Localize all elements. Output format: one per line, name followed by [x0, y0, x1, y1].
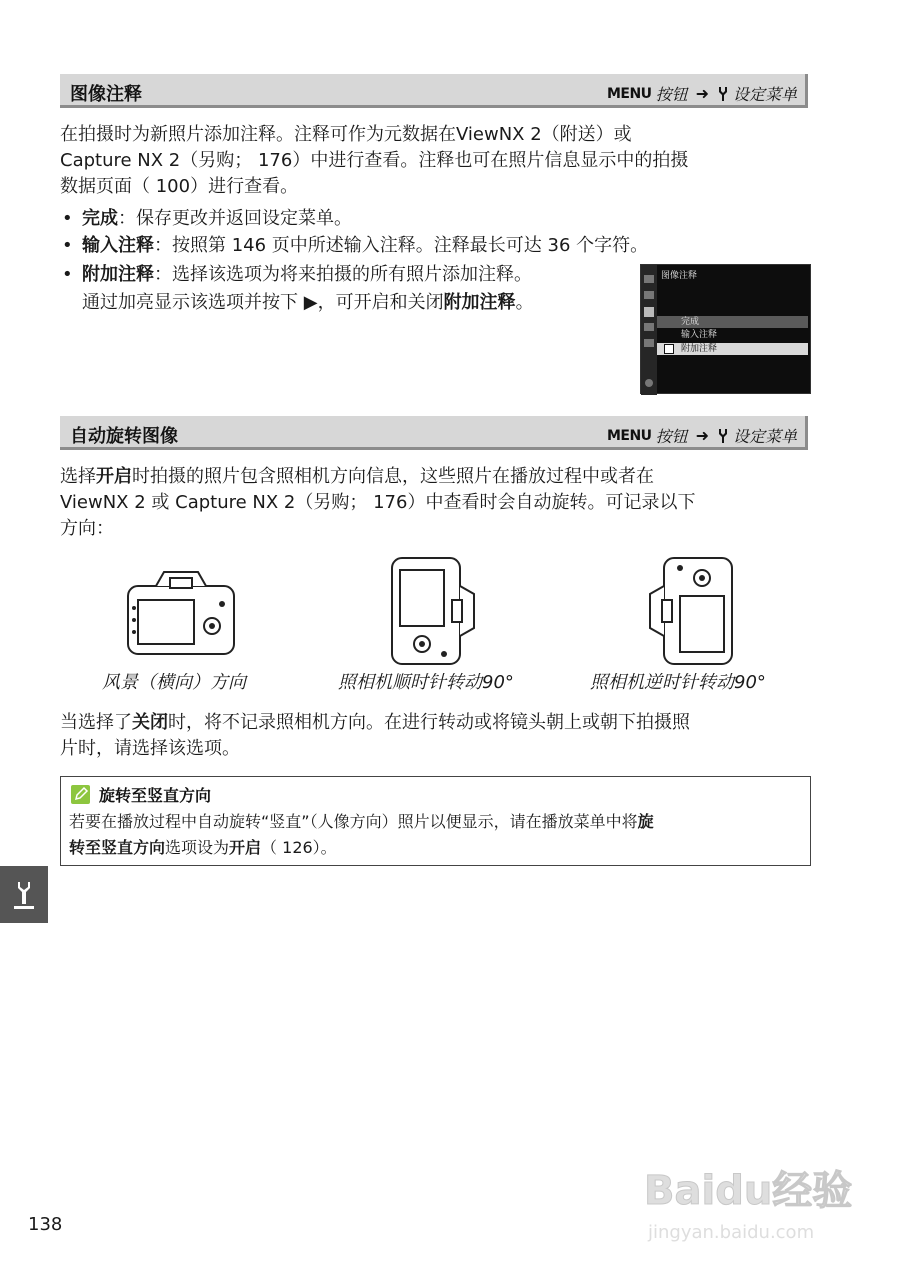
- section-header-auto-rotate: [60, 416, 808, 450]
- wrench-icon: [0, 866, 48, 923]
- setup-menu-side-tab: [0, 866, 48, 923]
- bullet-term: 附加注释: [82, 264, 154, 285]
- arrow-icon: ➜: [695, 84, 709, 103]
- off-paragraph: 当选择了关闭时，将不记录照相机方向。在进行转动或将镜头朝上或朝下拍摄照 片时，请选择该选项。: [60, 710, 812, 762]
- bullet-desc: ：保存更改并返回设定菜单。: [118, 208, 352, 229]
- bullet-desc: ：按照第 146 页中所述输入注释。注释最长可达 36 个字符。: [154, 235, 649, 256]
- bullet-term: 输入注释: [82, 235, 154, 256]
- note-body: 若要在播放过程中自动旋转“竖直”（人像方向）照片以便显示，请在播放菜单中将旋 转至竖直方向选项设为开启（ 126）。: [69, 812, 654, 857]
- watermark-brand: Baidu经验: [644, 1168, 853, 1214]
- caption-clockwise: 照相机顺时针转动90°: [338, 672, 514, 693]
- intro-line: Capture NX 2（另购； 176）中进行查看。注释也可在照片信息显示中的拍摄: [60, 150, 689, 171]
- camera-menu-screenshot: [640, 264, 811, 394]
- intro-paragraph: [60, 122, 812, 200]
- pencil-note-icon: [71, 785, 90, 804]
- menu-word: MENU: [606, 427, 652, 444]
- checkbox-icon: [664, 344, 674, 354]
- camera-menu-item-selected: 附加注释: [657, 343, 808, 355]
- camera-menu-item: 输入注释: [681, 330, 718, 340]
- caption-landscape: 风景（横向）方向: [102, 672, 246, 693]
- off-line: 片时，请选择该选项。: [60, 738, 240, 759]
- path-menu-name: 设定菜单: [732, 427, 797, 446]
- camera-menu-title: 图像注释: [661, 271, 698, 281]
- note-box: [60, 776, 811, 866]
- rotate-intro-paragraph: 选择开启时拍摄的照片包含照相机方向信息，这些照片在播放过程中或者在 ViewNX 2 或 Capture NX 2（另购； 176）中查看时会自动旋转。可记录以下 方向：: [60, 464, 812, 542]
- bullet-term: 完成: [82, 208, 118, 229]
- section-header-image-comment: [60, 74, 808, 108]
- page-number: 138: [28, 1214, 63, 1235]
- watermark-url: jingyan.baidu.com: [648, 1222, 815, 1243]
- section-title: 图像注释: [70, 84, 142, 105]
- bullet-desc: ：选择该选项为将来拍摄的所有照片添加注释。: [154, 264, 532, 285]
- rotate-intro-line: ViewNX 2 或 Capture NX 2（另购； 176）中查看时会自动旋转。可记录以下: [60, 492, 696, 513]
- camera-landscape-illustration: [126, 568, 238, 658]
- caption-counterclockwise: 照相机逆时针转动90°: [590, 672, 766, 693]
- path-menu-name: 设定菜单: [732, 85, 797, 104]
- camera-clockwise-illustration: [390, 556, 480, 668]
- intro-line: 数据页面（ 100）进行查看。: [60, 176, 299, 197]
- section-title: 自动旋转图像: [70, 426, 178, 447]
- camera-menu-item: 完成: [657, 316, 808, 328]
- menu-path: [607, 82, 797, 105]
- wrench-icon: [717, 86, 729, 102]
- camera-menu-sidebar: [641, 265, 657, 395]
- menu-path: [607, 424, 797, 447]
- path-button-label: 按钮: [655, 427, 688, 446]
- baidu-watermark-logo: [640, 1140, 890, 1250]
- menu-tab-icons: [641, 265, 657, 395]
- wrench-icon: [717, 428, 729, 444]
- arrow-icon: ➜: [695, 426, 709, 445]
- intro-line: 在拍摄时为新照片添加注释。注释可作为元数据在ViewNX 2（附送）或: [60, 124, 632, 145]
- path-button-label: 按钮: [655, 85, 688, 104]
- menu-word: MENU: [606, 85, 652, 102]
- camera-counterclockwise-illustration: [644, 556, 734, 668]
- rotate-intro-line: 方向：: [60, 518, 114, 539]
- note-title: 旋转至竖直方向: [99, 786, 212, 805]
